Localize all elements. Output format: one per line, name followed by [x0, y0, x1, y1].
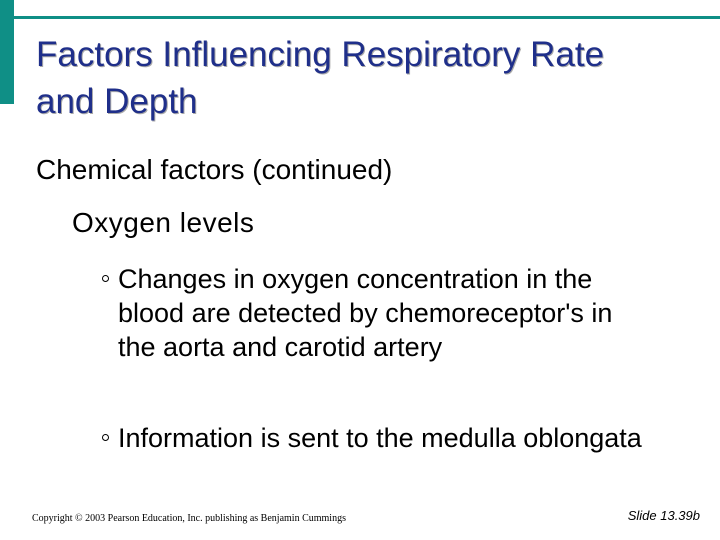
bullet-item — [96, 262, 656, 364]
title-line-1: Factors Influencing Respiratory Rate — [36, 35, 605, 74]
top-accent-rule — [0, 16, 720, 19]
level1-heading: Chemical factors (continued) — [36, 154, 393, 185]
slide-title — [36, 31, 706, 125]
bullet-dot-icon — [102, 275, 109, 282]
bullet-text: Changes in oxygen concentration in the blood are detected by chemoreceptor's in the aorta and carotid artery — [118, 264, 613, 362]
slide-number: Slide 13.39b — [627, 508, 700, 523]
left-accent-bar — [0, 0, 14, 104]
bullet-item — [96, 421, 656, 455]
bullet-dot-icon — [102, 434, 109, 441]
level2-heading: Oxygen levels — [72, 207, 255, 238]
bullet-text: Information is sent to the medulla oblongata — [118, 423, 642, 453]
copyright-notice: Copyright © 2003 Pearson Education, Inc. publishing as Benjamin Cummings — [32, 513, 346, 524]
title-line-2: and Depth — [36, 82, 198, 121]
